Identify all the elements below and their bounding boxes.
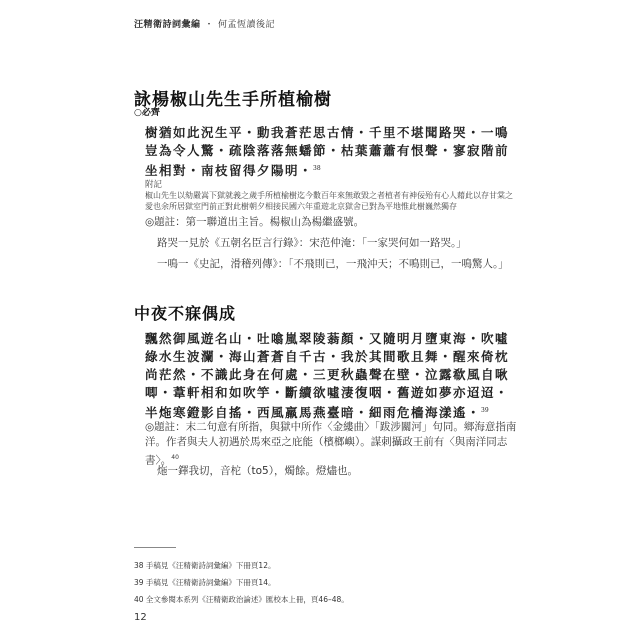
footnote-ref[interactable]: 39 <box>481 407 489 414</box>
footnote-divider <box>134 547 176 548</box>
poem-title: 中夜不寐偶成 <box>134 304 237 323</box>
footnote-ref[interactable]: 38 <box>313 165 321 172</box>
commentary-line: 一鳴一《史記，滑稽列傳》：「不飛則已，一飛沖天；不鳴則已，一鳴驚人。」 <box>157 258 509 270</box>
page-number: 12 <box>134 612 147 623</box>
poem-author: ○必齊 <box>134 108 160 118</box>
poem-text: 飄然御風遊名山・吐噏嵐翠陵蓊顏・又隨明月墮東海・吹噓綠水生波瀾・海山蒼蒼自千古・我於其間歌且舞・醒來倚枕尚茫然・不識此身在何處・三更秋蟲聲在壁・泣露欷風自啾唧・葦軒相和如吹竽・斷續欲噓淒復咽・舊遊如夢亦迢迢・半炧寒鐙影自搖・西風羸馬燕臺暗・細雨危檣海漾遙・ <box>145 331 510 421</box>
commentary-line: ◎題註：第一聯道出主旨。楊椒山為楊繼盛號。 <box>145 216 365 228</box>
footnote: 38 手稿見《汪精衛詩詞彙編》下冊頁12。 <box>134 561 276 570</box>
section-title: 何孟恆讀後記 <box>218 20 276 30</box>
poem-text: 樹猶如此況生平・動我蒼茫思古情・千里不堪聞路哭・一鳴豈為令人驚・疏陰落落無蟠節・枯葉蕭蕭有恨聲・寥寂階前坐相對・南枝留得夕陽明・ <box>145 125 510 179</box>
poem-body <box>145 330 515 422</box>
footnote: 40 全文參閱本系列《汪精衛政治論述》匯校本上冊，頁46–48。 <box>134 595 349 604</box>
poem-body <box>145 124 515 180</box>
footnote: 39 手稿見《汪精衛詩詞彙編》下冊頁14。 <box>134 578 276 587</box>
book-title: 汪精衛詩詞彙編 <box>134 20 201 30</box>
footnote-ref[interactable]: 40 <box>171 454 179 461</box>
poem-title: 詠楊椒山先生手所植榆樹 <box>134 90 332 110</box>
commentary-line: 炧一鐸我切，音柁（to5），燭餘。燈燼也。 <box>157 465 358 477</box>
note-label: 附記 <box>145 180 163 190</box>
commentary-line: 路哭一見於《五朝名臣言行錄》：宋范仲淹：「一家哭何如一路哭。」 <box>157 237 467 249</box>
header-separator: ・ <box>204 20 215 30</box>
note-text: 椒山先生以劾嚴嵩下獄就義之歲手所植榆樹迄今數百年來無敢毀之者植者有神佞殆有心人藉此以存甘棠之愛也余所居獄室門前正對此樹朝夕相接民國六年重遊北京獄舍已對為平地惟此樹巍然獨存 <box>145 191 513 211</box>
commentary-text: ◎題註：末二句意有所指，與獄中所作〈金縷曲〉「跋涉關河」句同。鄉海意指南洋。作者與夫人初遇於馬來亞之庇能（檳榔嶼）。謀刺攝政王前有〈與南洋同志書〉。 <box>145 421 517 467</box>
running-header <box>134 17 275 30</box>
commentary-line <box>145 420 517 469</box>
